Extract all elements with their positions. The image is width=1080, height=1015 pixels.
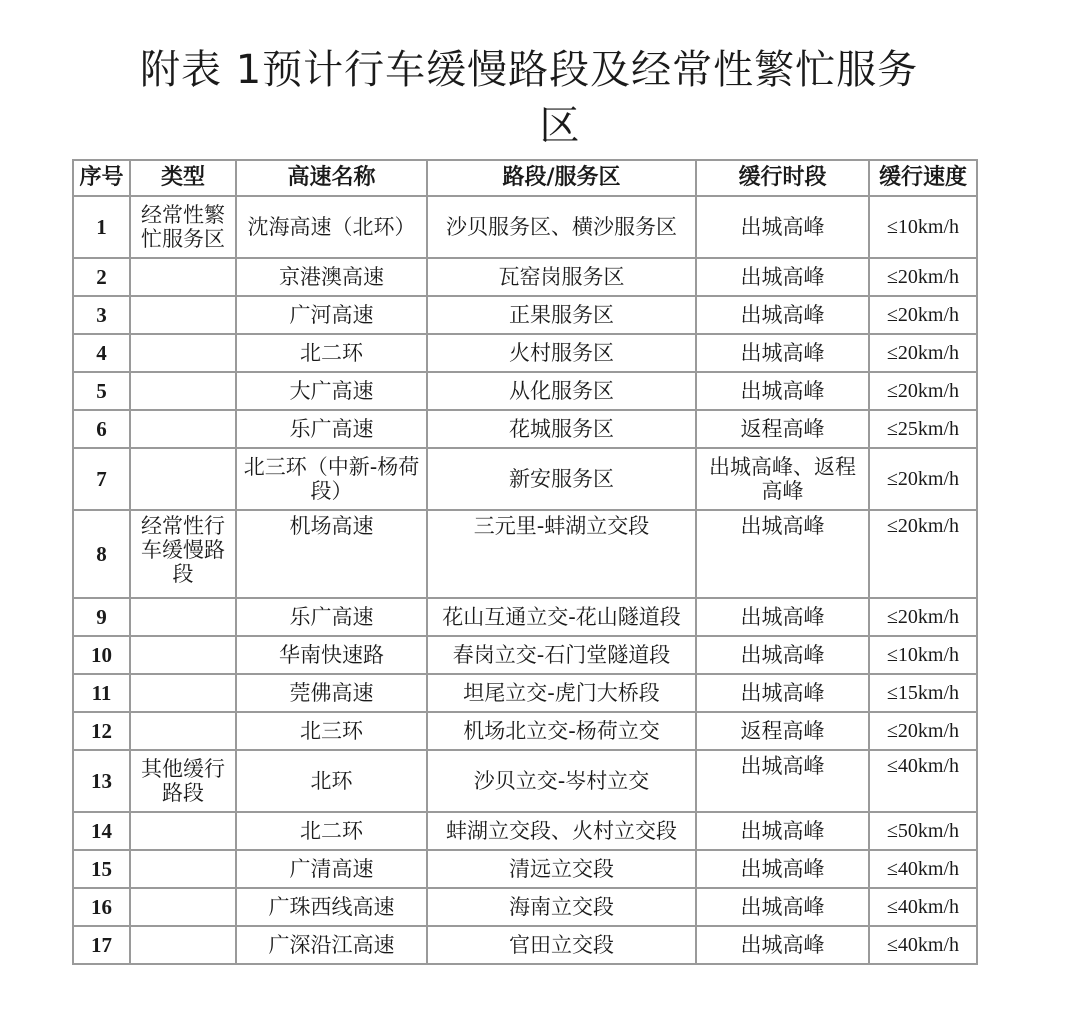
table-row bbox=[73, 296, 977, 334]
table-row bbox=[73, 334, 977, 372]
cell-highway: 乐广高速 bbox=[236, 598, 427, 636]
cell-highway: 京港澳高速 bbox=[236, 258, 427, 296]
cell-type bbox=[130, 850, 236, 888]
cell-type bbox=[130, 334, 236, 372]
title-line-1: 附表 1预计行车缓慢路段及经常性繁忙服务 bbox=[140, 47, 919, 93]
cell-no: 16 bbox=[73, 888, 130, 926]
cell-section: 沙贝服务区、横沙服务区 bbox=[427, 196, 696, 258]
cell-speed: ≤20km/h bbox=[869, 598, 977, 636]
cell-type bbox=[130, 372, 236, 410]
cell-section: 坦尾立交-虎门大桥段 bbox=[427, 674, 696, 712]
cell-speed: ≤10km/h bbox=[869, 196, 977, 258]
cell-period: 出城高峰 bbox=[696, 750, 869, 812]
header-period: 缓行时段 bbox=[696, 160, 869, 196]
table-row bbox=[73, 258, 977, 296]
cell-no: 15 bbox=[73, 850, 130, 888]
cell-highway: 广清高速 bbox=[236, 850, 427, 888]
cell-period: 出城高峰 bbox=[696, 372, 869, 410]
table-row bbox=[73, 674, 977, 712]
cell-no: 13 bbox=[73, 750, 130, 812]
cell-section: 春岗立交-石门堂隧道段 bbox=[427, 636, 696, 674]
cell-section: 机场北立交-杨荷立交 bbox=[427, 712, 696, 750]
cell-speed: ≤20km/h bbox=[869, 510, 977, 598]
cell-no: 10 bbox=[73, 636, 130, 674]
cell-highway: 北二环 bbox=[236, 334, 427, 372]
cell-speed: ≤25km/h bbox=[869, 410, 977, 448]
cell-no: 11 bbox=[73, 674, 130, 712]
cell-section: 蚌湖立交段、火村立交段 bbox=[427, 812, 696, 850]
cell-section: 正果服务区 bbox=[427, 296, 696, 334]
table-row bbox=[73, 888, 977, 926]
cell-speed: ≤15km/h bbox=[869, 674, 977, 712]
cell-period: 返程高峰 bbox=[696, 712, 869, 750]
cell-speed: ≤20km/h bbox=[869, 258, 977, 296]
cell-highway: 北环 bbox=[236, 750, 427, 812]
cell-period: 出城高峰 bbox=[696, 850, 869, 888]
table-row bbox=[73, 510, 977, 598]
page-title bbox=[140, 42, 1020, 154]
cell-speed: ≤40km/h bbox=[869, 750, 977, 812]
cell-period: 出城高峰 bbox=[696, 334, 869, 372]
cell-type bbox=[130, 926, 236, 964]
cell-period: 出城高峰 bbox=[696, 258, 869, 296]
cell-speed: ≤20km/h bbox=[869, 372, 977, 410]
cell-section: 沙贝立交-岑村立交 bbox=[427, 750, 696, 812]
cell-no: 3 bbox=[73, 296, 130, 334]
cell-section: 官田立交段 bbox=[427, 926, 696, 964]
header-highway: 高速名称 bbox=[236, 160, 427, 196]
cell-speed: ≤40km/h bbox=[869, 888, 977, 926]
cell-highway: 大广高速 bbox=[236, 372, 427, 410]
cell-period: 出城高峰 bbox=[696, 196, 869, 258]
cell-section: 花山互通立交-花山隧道段 bbox=[427, 598, 696, 636]
cell-no: 9 bbox=[73, 598, 130, 636]
cell-type bbox=[130, 296, 236, 334]
cell-type: 经常性行车缓慢路段 bbox=[130, 510, 236, 598]
table-row bbox=[73, 750, 977, 812]
table-row bbox=[73, 926, 977, 964]
cell-period: 出城高峰 bbox=[696, 510, 869, 598]
cell-no: 6 bbox=[73, 410, 130, 448]
cell-no: 12 bbox=[73, 712, 130, 750]
cell-highway: 广深沿江高速 bbox=[236, 926, 427, 964]
cell-highway: 北二环 bbox=[236, 812, 427, 850]
cell-period: 出城高峰 bbox=[696, 296, 869, 334]
cell-speed: ≤50km/h bbox=[869, 812, 977, 850]
cell-section: 新安服务区 bbox=[427, 448, 696, 510]
cell-no: 8 bbox=[73, 510, 130, 598]
header-type: 类型 bbox=[130, 160, 236, 196]
cell-period: 出城高峰 bbox=[696, 812, 869, 850]
cell-type: 经常性繁忙服务区 bbox=[130, 196, 236, 258]
cell-type bbox=[130, 812, 236, 850]
cell-speed: ≤40km/h bbox=[869, 850, 977, 888]
table-row bbox=[73, 850, 977, 888]
table-row bbox=[73, 712, 977, 750]
cell-section: 三元里-蚌湖立交段 bbox=[427, 510, 696, 598]
cell-type: 其他缓行路段 bbox=[130, 750, 236, 812]
cell-no: 7 bbox=[73, 448, 130, 510]
cell-speed: ≤20km/h bbox=[869, 448, 977, 510]
cell-period: 出城高峰、返程高峰 bbox=[696, 448, 869, 510]
cell-period: 出城高峰 bbox=[696, 674, 869, 712]
header-no: 序号 bbox=[73, 160, 130, 196]
cell-period: 出城高峰 bbox=[696, 636, 869, 674]
cell-no: 1 bbox=[73, 196, 130, 258]
cell-highway: 华南快速路 bbox=[236, 636, 427, 674]
cell-period: 出城高峰 bbox=[696, 598, 869, 636]
cell-period: 返程高峰 bbox=[696, 410, 869, 448]
cell-no: 2 bbox=[73, 258, 130, 296]
cell-section: 花城服务区 bbox=[427, 410, 696, 448]
cell-type bbox=[130, 598, 236, 636]
title-line-2: 区 bbox=[539, 103, 581, 149]
cell-speed: ≤40km/h bbox=[869, 926, 977, 964]
cell-highway: 沈海高速（北环） bbox=[236, 196, 427, 258]
cell-section: 瓦窑岗服务区 bbox=[427, 258, 696, 296]
cell-speed: ≤20km/h bbox=[869, 334, 977, 372]
table-row bbox=[73, 410, 977, 448]
cell-highway: 乐广高速 bbox=[236, 410, 427, 448]
cell-highway: 北三环（中新-杨荷段） bbox=[236, 448, 427, 510]
cell-type bbox=[130, 258, 236, 296]
cell-speed: ≤20km/h bbox=[869, 296, 977, 334]
table-row bbox=[73, 598, 977, 636]
cell-type bbox=[130, 448, 236, 510]
table-row bbox=[73, 372, 977, 410]
table-row bbox=[73, 812, 977, 850]
cell-speed: ≤20km/h bbox=[869, 712, 977, 750]
cell-highway: 广河高速 bbox=[236, 296, 427, 334]
header-speed: 缓行速度 bbox=[869, 160, 977, 196]
cell-section: 海南立交段 bbox=[427, 888, 696, 926]
cell-no: 17 bbox=[73, 926, 130, 964]
cell-section: 火村服务区 bbox=[427, 334, 696, 372]
table-header-row bbox=[73, 160, 977, 196]
cell-type bbox=[130, 636, 236, 674]
cell-no: 5 bbox=[73, 372, 130, 410]
cell-type bbox=[130, 674, 236, 712]
table-row bbox=[73, 448, 977, 510]
cell-speed: ≤10km/h bbox=[869, 636, 977, 674]
table-row bbox=[73, 196, 977, 258]
cell-section: 从化服务区 bbox=[427, 372, 696, 410]
cell-no: 4 bbox=[73, 334, 130, 372]
cell-type bbox=[130, 410, 236, 448]
congestion-table bbox=[72, 159, 978, 965]
cell-no: 14 bbox=[73, 812, 130, 850]
header-section: 路段/服务区 bbox=[427, 160, 696, 196]
cell-section: 清远立交段 bbox=[427, 850, 696, 888]
cell-type bbox=[130, 888, 236, 926]
cell-period: 出城高峰 bbox=[696, 926, 869, 964]
table-row bbox=[73, 636, 977, 674]
cell-highway: 北三环 bbox=[236, 712, 427, 750]
cell-highway: 广珠西线高速 bbox=[236, 888, 427, 926]
cell-highway: 莞佛高速 bbox=[236, 674, 427, 712]
cell-highway: 机场高速 bbox=[236, 510, 427, 598]
cell-type bbox=[130, 712, 236, 750]
cell-period: 出城高峰 bbox=[696, 888, 869, 926]
